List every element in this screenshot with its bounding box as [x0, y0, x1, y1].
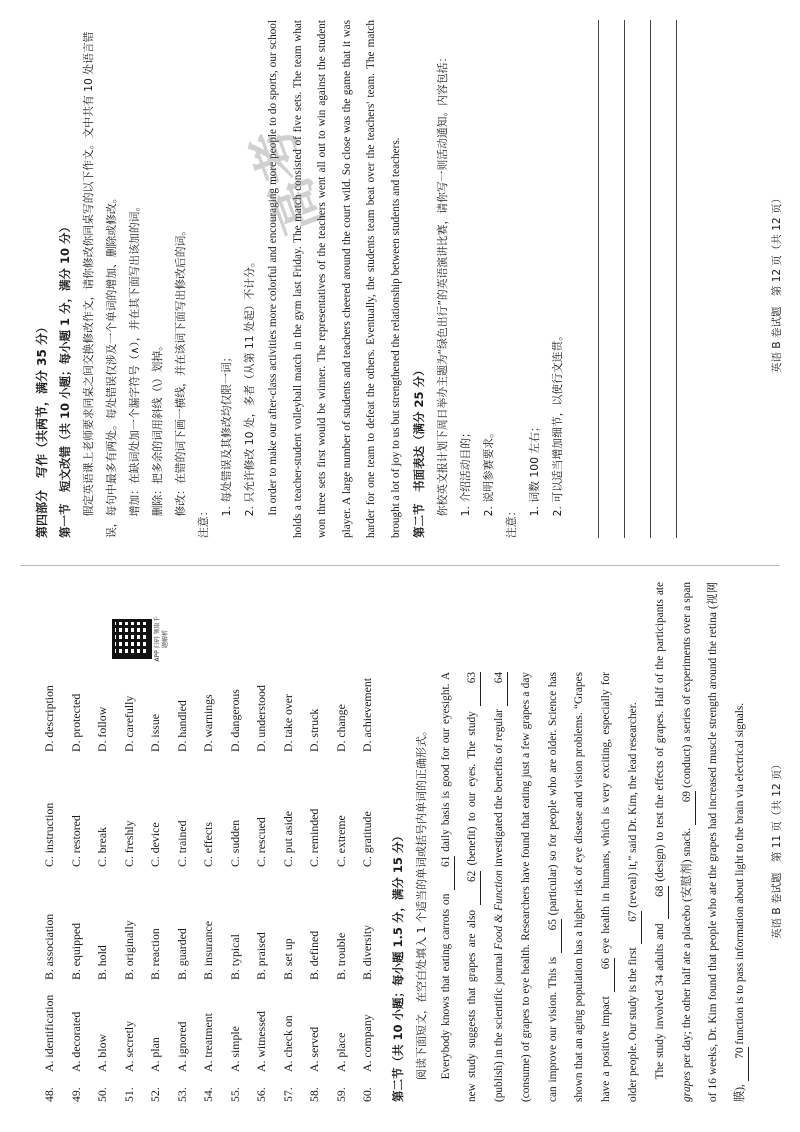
text: (particular) so for people who are older. Science has shown that an aging population has a higher risk of eye disease and vision problems. “Grapes have a positive impact [546, 672, 613, 1102]
option-b[interactable]: B. reaction [148, 928, 162, 980]
option-row [275, 582, 302, 1102]
option-a[interactable]: A. check on [280, 1015, 295, 1072]
blank-61[interactable]: 61 [439, 856, 455, 890]
question-number: 57. [280, 1087, 295, 1102]
qr-code [112, 616, 170, 662]
option-c[interactable]: C. instruction [42, 802, 56, 867]
blank-68[interactable]: 68 [653, 886, 669, 920]
answer-line[interactable] [573, 20, 599, 538]
blank-62[interactable]: 62 [465, 871, 481, 905]
option-a[interactable]: A. identification [42, 994, 56, 1072]
option-row [63, 582, 90, 1102]
option-c[interactable]: C. device [148, 822, 162, 867]
question-number: 49. [68, 1087, 83, 1102]
answer-line[interactable] [625, 20, 651, 538]
option-b[interactable]: B. association [42, 913, 56, 980]
text: per day; the other half ate a placebo (安慰剂) snack. [680, 824, 693, 1072]
option-d[interactable]: D. understood [254, 685, 268, 752]
option-row [36, 582, 63, 1102]
watermark-stamp: 高考 [239, 119, 336, 243]
question-number: 53. [174, 1087, 189, 1102]
option-b[interactable]: B. guarded [174, 928, 189, 980]
passage-paragraph-2 [647, 582, 754, 1102]
option-a[interactable]: A. secretly [121, 1020, 136, 1072]
option-c[interactable]: C. effects [201, 822, 215, 867]
option-b[interactable]: B. hold [95, 945, 109, 980]
part-4-title: 第四部分 写作（共两节，满分 35 分） [35, 320, 49, 538]
writing-note-1: 1. 词数 100 左右； [528, 421, 541, 517]
option-row [301, 582, 328, 1102]
cloze-options-table [36, 582, 381, 1102]
option-a[interactable]: A. blow [95, 1033, 109, 1072]
option-a[interactable]: A. treatment [201, 1013, 215, 1072]
section-2-title: 第二节（共 10 小题；每小题 1.5 分，满分 15 分） [390, 830, 405, 1102]
page-footer-11: 英语 B 卷试题 第 11 页（共 12 页） [771, 759, 783, 939]
answer-line[interactable] [599, 20, 625, 538]
option-d[interactable]: D. carefully [121, 695, 136, 752]
blank-63[interactable]: 63 [465, 672, 481, 706]
option-b[interactable]: B. insurance [201, 921, 215, 980]
text: (publish) in the scientific journal [493, 949, 506, 1102]
error-correction-essay[interactable]: In order to make our after-class activities more colorful and encouraging more people to do sports, our school holds a teacher-student volleyball match in the gym last Friday. The match consisted of five sets. The team what won three sets first would be winner. The representatives of the teachers went all out to win against the student player. A large number of students and teachers cheered around the court wild. So close was the game that it was harder for one team to defeat the others. Eventually, the students team beat over the teachers' team. The match brought a lot of joy to us but strengthened the relationship between students and teachers. [267, 20, 402, 538]
text: (conduct) a series of experiments over a span of 16 weeks, Dr. Kim found that people who ate the grapes had increased muscle strength around the retina (视网膜), [680, 582, 747, 1102]
option-b[interactable]: B. originally [121, 920, 136, 980]
writing-section-title: 第二节 书面表达（满分 25 分） [412, 364, 426, 538]
page-footer-12: 英语 B 卷试题 第 12 页（共 12 页） [771, 193, 783, 373]
instruction-delete: 删除：把多余的词用斜线（\）划掉。 [151, 340, 164, 517]
qr-code-icon [112, 619, 152, 659]
option-c[interactable]: C. restored [68, 815, 83, 867]
italic-grapes: grapes [680, 1071, 693, 1102]
qr-caption: APP 扫码 领取千题解析 [154, 616, 169, 662]
option-a[interactable]: A. company [360, 1014, 374, 1072]
option-d[interactable]: D. handled [174, 700, 189, 752]
option-d[interactable]: D. protected [68, 693, 83, 752]
error-correction-title: 第一节 短文改错（共 10 小题；每小题 1 分，满分 10 分） [58, 220, 72, 538]
blank-64[interactable]: 64 [492, 672, 508, 706]
error-correction-instruction: 假定英语课上老师要求同桌之间交换修改作文，请你修改你同桌写的以下作文。文中共有 10 处语言错误，每句中最多有两处。每处错误仅涉及一个单词的增加、删除或修改。 [82, 31, 118, 538]
option-a[interactable]: A. place [333, 1032, 348, 1072]
text: Everybody knows that eating carrots on [439, 889, 452, 1080]
text: The study involved 34 adults and [653, 919, 666, 1080]
notes-label: 注意： [197, 505, 210, 538]
option-d[interactable]: D. struck [307, 708, 321, 752]
blank-66[interactable]: 66 [599, 958, 615, 992]
option-a[interactable]: A. decorated [68, 1011, 83, 1072]
note-2: 2. 只允许修改 10 处，多者（从第 11 处起）不计分。 [243, 256, 256, 517]
option-b[interactable]: B. praised [254, 932, 268, 980]
text: investigated the benefits of regular [493, 705, 506, 871]
answer-lines[interactable] [573, 20, 677, 538]
option-a[interactable]: A. witnessed [254, 1011, 268, 1072]
option-c[interactable]: C. rescued [254, 817, 268, 867]
text: (reveal) it,” said Dr. Kim, the lead researcher. [627, 702, 640, 911]
question-number: 58. [307, 1087, 321, 1102]
option-c[interactable]: C. extreme [333, 815, 348, 867]
note-1: 1. 每处错误及其修改均仅限一词； [220, 351, 233, 517]
question-number: 60. [360, 1087, 374, 1102]
option-a[interactable]: A. served [307, 1026, 321, 1072]
option-d[interactable]: D. dangerous [227, 689, 242, 752]
option-c[interactable]: C. freshly [121, 820, 136, 867]
text: daily basis is good for our eyesight. A new study suggests that grapes are also [439, 672, 479, 1102]
blank-67[interactable]: 67 [626, 911, 642, 945]
question-number: 52. [148, 1087, 162, 1102]
text: eye health in humans, which is very exciting, especially for older people. Our study is the first [600, 672, 640, 1102]
answer-line[interactable] [651, 20, 677, 538]
writing-notes-label: 注意： [505, 505, 518, 538]
option-c[interactable]: C. put aside [280, 810, 295, 867]
option-d[interactable]: D. description [42, 685, 56, 752]
option-row [222, 582, 249, 1102]
question-number: 56. [254, 1087, 268, 1102]
blank-65[interactable]: 65 [546, 919, 562, 953]
question-number: 54. [201, 1087, 215, 1102]
question-number: 55. [227, 1087, 242, 1102]
option-c[interactable]: C. break [95, 827, 109, 867]
writing-item-2: 2. 说明参赛要求。 [482, 427, 495, 517]
option-d[interactable]: D. change [333, 704, 348, 752]
option-d[interactable]: D. take over [280, 694, 295, 752]
section-2-instruction: 阅读下面短文，在空白处填入 1 个适当的单词或括号内单词的正确形式。 [414, 725, 428, 1080]
passage-paragraph-1 [433, 672, 647, 1102]
option-c[interactable]: C. trained [174, 820, 189, 867]
option-b[interactable]: B. set up [280, 938, 295, 980]
option-d[interactable]: D. achievement [360, 677, 374, 752]
option-a[interactable]: A. simple [227, 1026, 242, 1072]
blank-69[interactable]: 69 [680, 791, 696, 825]
option-d[interactable]: D. follow [95, 706, 109, 752]
option-b[interactable]: B. defined [307, 930, 321, 980]
option-c[interactable]: C. sudden [227, 819, 242, 867]
text: function is to pass information about light to the brain via electrical signals. [734, 702, 747, 1048]
option-d[interactable]: D. warnings [201, 694, 215, 752]
option-c[interactable]: C. gratitude [360, 811, 374, 867]
option-row [195, 582, 222, 1102]
option-row [169, 582, 196, 1102]
text: (consume) of grapes to eye health. Researchers have found that eating just a few grapes a day can improve our vision. This is [519, 672, 559, 1102]
instruction-add: 增加：在缺词处加一个漏字符号（∧），并在其下面写出该加的词。 [128, 200, 141, 517]
writing-item-1: 1. 介绍活动目的； [459, 427, 472, 517]
question-number: 48. [42, 1087, 56, 1102]
question-number: 51. [121, 1087, 136, 1102]
option-a[interactable]: A. ignored [174, 1021, 189, 1072]
option-b[interactable]: B. typical [227, 934, 242, 980]
exam-page-11 [0, 566, 800, 1132]
option-row [354, 582, 381, 1102]
option-b[interactable]: B. trouble [333, 932, 348, 980]
text: (benefit) to our eyes. The study [466, 705, 479, 871]
text: (design) to test the effects of grapes. Half of the participants ate [653, 582, 666, 886]
option-a[interactable]: A. plan [148, 1037, 162, 1072]
option-b[interactable]: B. diversity [360, 924, 374, 980]
writing-instruction: 你校英文报计划下周日举办主题为“绿色出行”的英语演讲比赛，请你写一则活动通知。内容包括： [436, 51, 449, 517]
option-b[interactable]: B. equipped [68, 922, 83, 980]
question-number: 50. [95, 1087, 109, 1102]
blank-70[interactable]: 70 [733, 1047, 749, 1081]
instruction-modify: 修改：在错的词下画一横线，并在该词下面写出修改后的词。 [174, 224, 187, 517]
option-row [248, 582, 275, 1102]
option-d[interactable]: D. issue [148, 713, 162, 752]
option-row [328, 582, 355, 1102]
option-c[interactable]: C. reminded [307, 808, 321, 867]
writing-note-2: 2. 可以适当增加细节，以使行文连贯。 [551, 329, 564, 517]
question-number: 59. [333, 1087, 348, 1102]
journal-name: Food & Function [493, 870, 506, 950]
